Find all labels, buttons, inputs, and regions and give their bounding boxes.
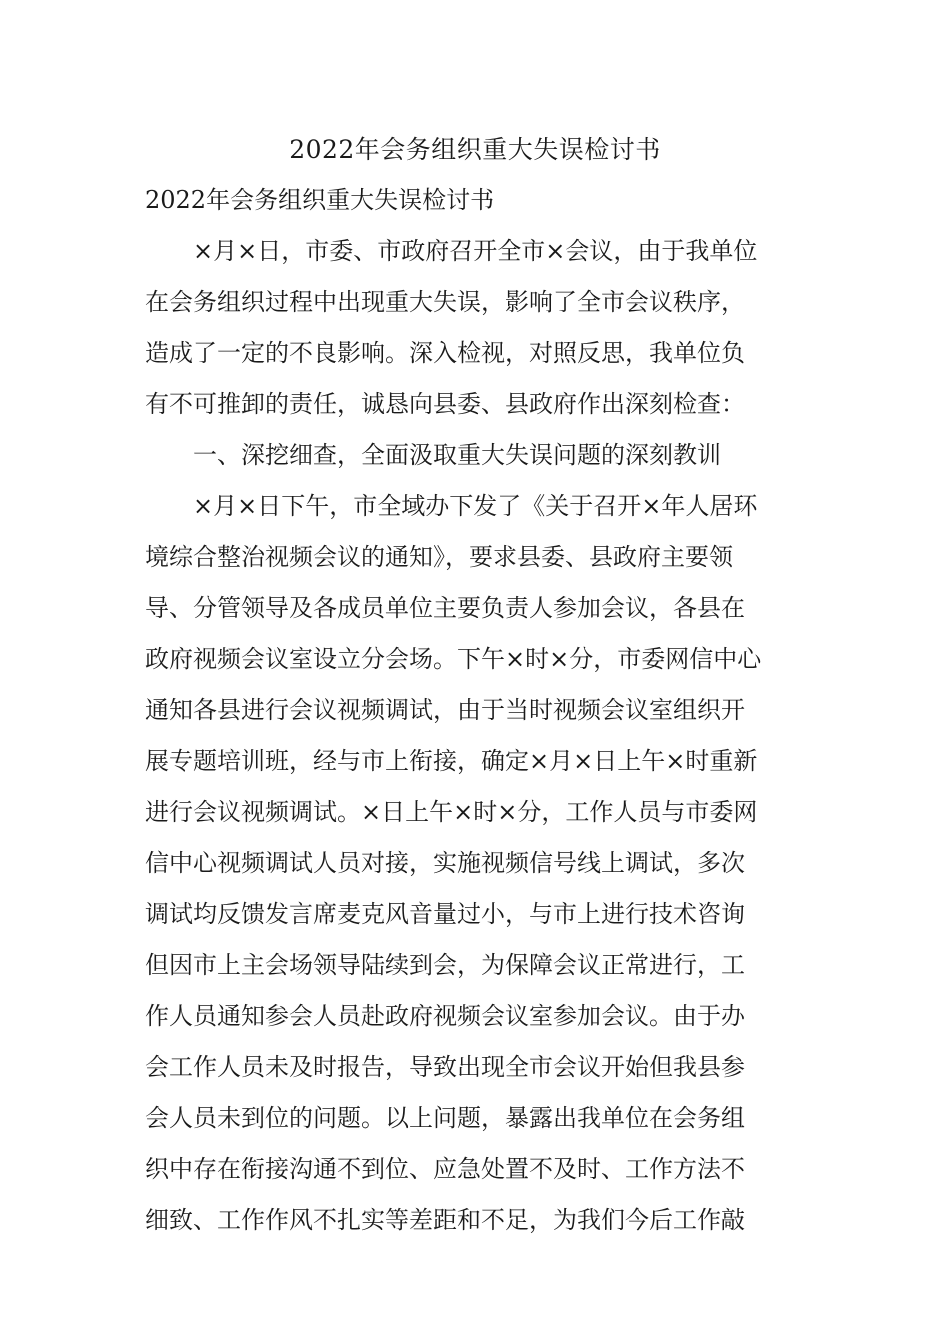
text-line: 政府视频会议室设立分会场。下午×时×分，市委网信中心 — [145, 645, 762, 673]
document-title: 2022年会务组织重大失误检讨书 — [289, 135, 661, 164]
text-line: 细致、工作作风不扎实等差距和不足，为我们今后工作敲 — [145, 1206, 745, 1234]
text-line: 会工作人员未及时报告，导致出现全市会议开始但我县参 — [145, 1053, 745, 1081]
text-line: 但因市上主会场领导陆续到会，为保障会议正常进行，工 — [145, 951, 745, 979]
text-line: 造成了一定的不良影响。深入检视，对照反思，我单位负 — [145, 339, 745, 367]
document-heading-repeat: 2022年会务组织重大失误检讨书 — [145, 186, 495, 214]
text-line: 信中心视频调试人员对接，实施视频信号线上调试，多次 — [145, 849, 745, 877]
text-line: 展专题培训班，经与市上衔接，确定×月×日上午×时重新 — [145, 747, 758, 775]
text-line: 一、深挖细查，全面汲取重大失误问题的深刻教训 — [193, 441, 721, 469]
text-line: 织中存在衔接沟通不到位、应急处置不及时、工作方法不 — [145, 1155, 745, 1183]
text-line: 调试均反馈发言席麦克风音量过小，与市上进行技术咨询 — [145, 900, 745, 928]
text-line: 作人员通知参会人员赴政府视频会议室参加会议。由于办 — [145, 1002, 745, 1030]
text-line: 境综合整治视频会议的通知》，要求县委、县政府主要领 — [145, 543, 733, 571]
text-line: 有不可推卸的责任，诚恳向县委、县政府作出深刻检查： — [145, 390, 745, 418]
document-body — [145, 182, 815, 1253]
text-line: 会人员未到位的问题。以上问题，暴露出我单位在会务组 — [145, 1104, 745, 1132]
text-line: 在会务组织过程中出现重大失误，影响了全市会议秩序， — [145, 288, 745, 316]
text-line: 导、分管领导及各成员单位主要负责人参加会议，各县在 — [145, 594, 745, 622]
text-line: ×月×日，市委、市政府召开全市×会议，由于我单位 — [193, 237, 758, 265]
text-line: 进行会议视频调试。×日上午×时×分，工作人员与市委网 — [145, 798, 758, 826]
text-line: 通知各县进行会议视频调试，由于当时视频会议室组织开 — [145, 696, 745, 724]
text-line: ×月×日下午，市全域办下发了《关于召开×年人居环 — [193, 492, 758, 520]
